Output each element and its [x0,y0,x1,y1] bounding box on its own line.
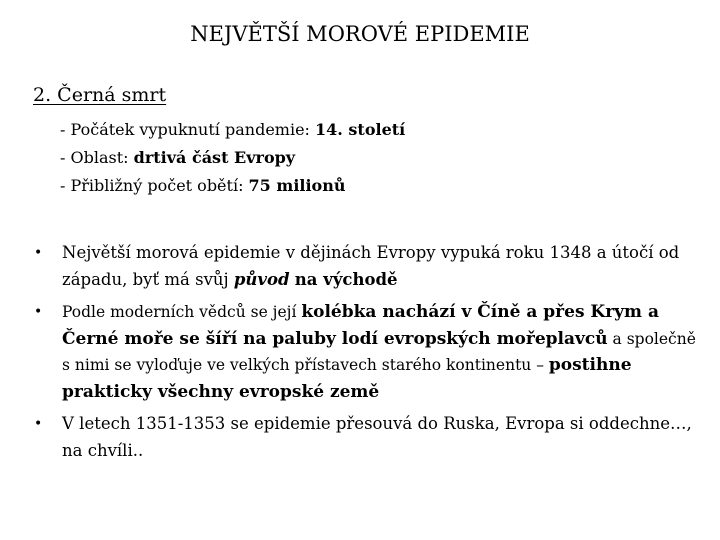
bullet-emphasis: původ [233,269,290,289]
bullet-text: V letech 1351-1353 se epidemie přesouvá do Ruska, Evropa si oddechne…, na chvíli.. [62,414,692,460]
bullet-item-spread [32,299,702,405]
fact-row-start [60,116,405,144]
bullet-emphasis: na východě [294,269,398,289]
fact-label: - Počátek vypuknutí pandemie: [60,120,316,139]
fact-value: 14. století [315,120,406,139]
fact-value: 75 milionů [248,176,346,195]
bullet-item-russia [32,411,702,464]
bullet-icon: • [34,245,43,261]
fact-row-victims [60,172,405,200]
bullet-emphasis: kolébka nachází v Číně a přes Krym a Černé moře se šíří na paluby lodí evropských mořeplavců [62,302,659,349]
facts-list [60,116,405,200]
bullet-text: Největší morová epidemie v dějinách Evropy vypuká roku 1348 a útočí od západu, byť má svůj [62,243,680,289]
bullet-text: a společně s nimi se vyloďuje ve velkých přístavech starého kontinentu – [62,329,696,374]
bullet-item-origin [32,240,702,293]
bullet-emphasis: postihne prakticky všechny evropské země [62,355,632,402]
fact-row-area [60,144,405,172]
fact-label: - Oblast: [60,148,134,167]
bullet-icon: • [34,416,43,432]
fact-label: - Přibližný počet obětí: [60,176,249,195]
bullet-list [32,240,702,470]
section-subtitle: 2. Černá smrt [33,84,167,106]
bullet-text: Podle moderních vědců se její [62,303,302,321]
fact-value: drtivá část Evropy [133,148,296,167]
bullet-icon: • [34,304,43,320]
slide-title: NEJVĚTŠÍ MOROVÉ EPIDEMIE [190,22,530,46]
